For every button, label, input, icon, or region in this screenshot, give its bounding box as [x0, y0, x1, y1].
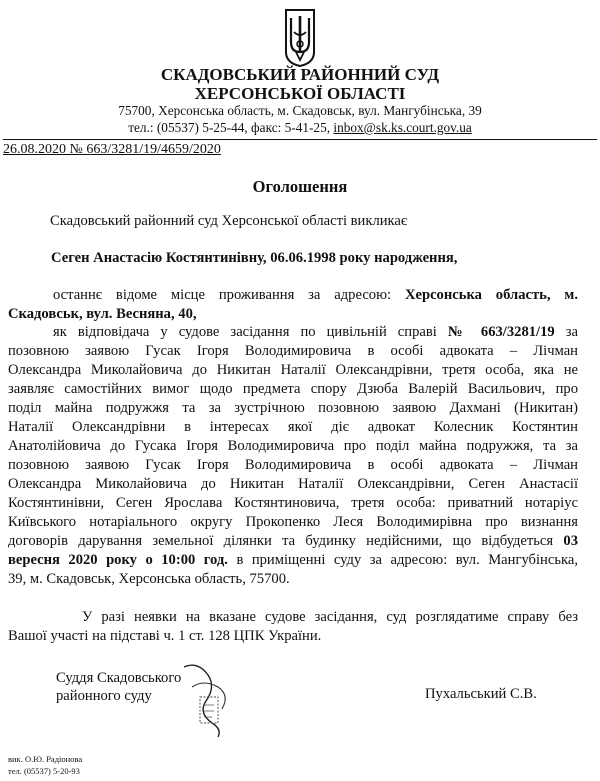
- summons-text: Скадовський районний суд Херсонської області викликає: [50, 213, 408, 229]
- case-number: № 663/3281/19: [447, 324, 555, 340]
- case-line: позовною заявою Гусак Ігоря Володимировича в особі адвоката – Лічман: [8, 343, 578, 359]
- case-line: [8, 551, 578, 570]
- hearing-day: 03: [563, 533, 579, 549]
- executor-phone: тел. (05537) 5-20-93: [8, 766, 80, 776]
- case-line: поділ майна подружжя та за зустрічною позовною заявою Дахмані (Никитан): [8, 400, 578, 416]
- last-address-bold-2: Скадовськ, вул. Весняна, 40,: [8, 306, 197, 322]
- trident-emblem-icon: [281, 8, 319, 68]
- court-address: 75700, Херсонська область, м. Скадовськ, вул. Мангубінська, 39: [118, 103, 482, 118]
- court-contacts: [0, 120, 600, 136]
- number-label: №: [69, 142, 83, 157]
- absence-line-1: У разі неявки на вказане судове засідання, суд розглядатиме справу без: [82, 609, 578, 625]
- case-line: Наталії Олександрівни в інтересах якої діє адвокат Колесник Костянтин: [8, 419, 578, 435]
- hearing-place: в приміщенні суду за адресою: вул. Мангубінська,: [227, 552, 578, 568]
- case-line: Олександра Миколайовича до Никитан Наталії Олександрівни, Сеген Анастасії: [8, 476, 578, 492]
- absence-paragraph: [8, 608, 578, 646]
- absence-line-2: Вашої участі на підставі ч. 1 ст. 128 ЦПК України.: [8, 628, 322, 644]
- case-line: як відповідача у судове засідання по цивільній справі № 663/3281/19 за: [53, 324, 578, 340]
- case-line: Олександра Миколайовича до Никитан Наталії Олександрівни, третя особа, яка не: [8, 362, 578, 378]
- judge-name: Пухальський С.В.: [425, 686, 537, 702]
- phone-fax: тел.: (05537) 5-25-44, факс: 5-41-25,: [128, 120, 334, 135]
- court-region: ХЕРСОНСЬКОЇ ОБЛАСТІ: [194, 84, 406, 103]
- document-number: 663/3281/19/4659/2020: [86, 142, 221, 157]
- hearing-place-line-2: 39, м. Скадовськ, Херсонська область, 75700.: [8, 571, 290, 587]
- executor-name: вик. О.Ю. Радіонова: [8, 754, 83, 764]
- summoned-person: Сеген Анастасію Костянтинівну, 06.06.1998 року народження,: [51, 250, 458, 266]
- last-address: [8, 286, 578, 324]
- case-line: позовною заявою Гусак Ігоря Володимировича в особі адвоката – Лічман: [8, 457, 578, 473]
- signature-stamp-icon: [178, 657, 238, 739]
- page-title: Оголошення: [252, 177, 348, 196]
- last-address-line-1: останнє відоме місце проживання за адресою: Херсонська область, м.: [53, 287, 579, 303]
- header-divider: [3, 139, 597, 140]
- case-line: договорів дарування земельної ділянки та будинку недійсними, що відбудеться 03: [8, 533, 579, 549]
- case-line: Київського нотаріального округу Прокопенко Леся Володимирівна про визнання: [8, 514, 578, 530]
- case-line: заявляє самостійних вимог щодо предмета спору Дзюба Валерій Васильович, про: [8, 381, 578, 397]
- case-line: Анатолійовича до Гусака Ігоря Володимировича про поділ майна подружжя, та за: [8, 438, 578, 454]
- hearing-datetime: вересня 2020 року о 10:00 год.: [8, 552, 228, 568]
- court-name: СКАДОВСЬКИЙ РАЙОННИЙ СУД: [160, 65, 440, 84]
- document-date: 26.08.2020: [3, 142, 66, 157]
- case-paragraph: [8, 323, 578, 589]
- email-link[interactable]: inbox@sk.ks.court.gov.ua: [333, 120, 472, 135]
- case-line: Костянтинівни, Сеген Ярослава Костянтиновича, третя особа: приватний нотаріус: [8, 495, 578, 511]
- judge-title-line-1: Суддя Скадовського: [56, 670, 182, 686]
- last-address-bold-1: Херсонська область, м.: [404, 287, 579, 303]
- judge-title-line-2: районного суду: [56, 688, 152, 704]
- document-reference: [3, 142, 221, 158]
